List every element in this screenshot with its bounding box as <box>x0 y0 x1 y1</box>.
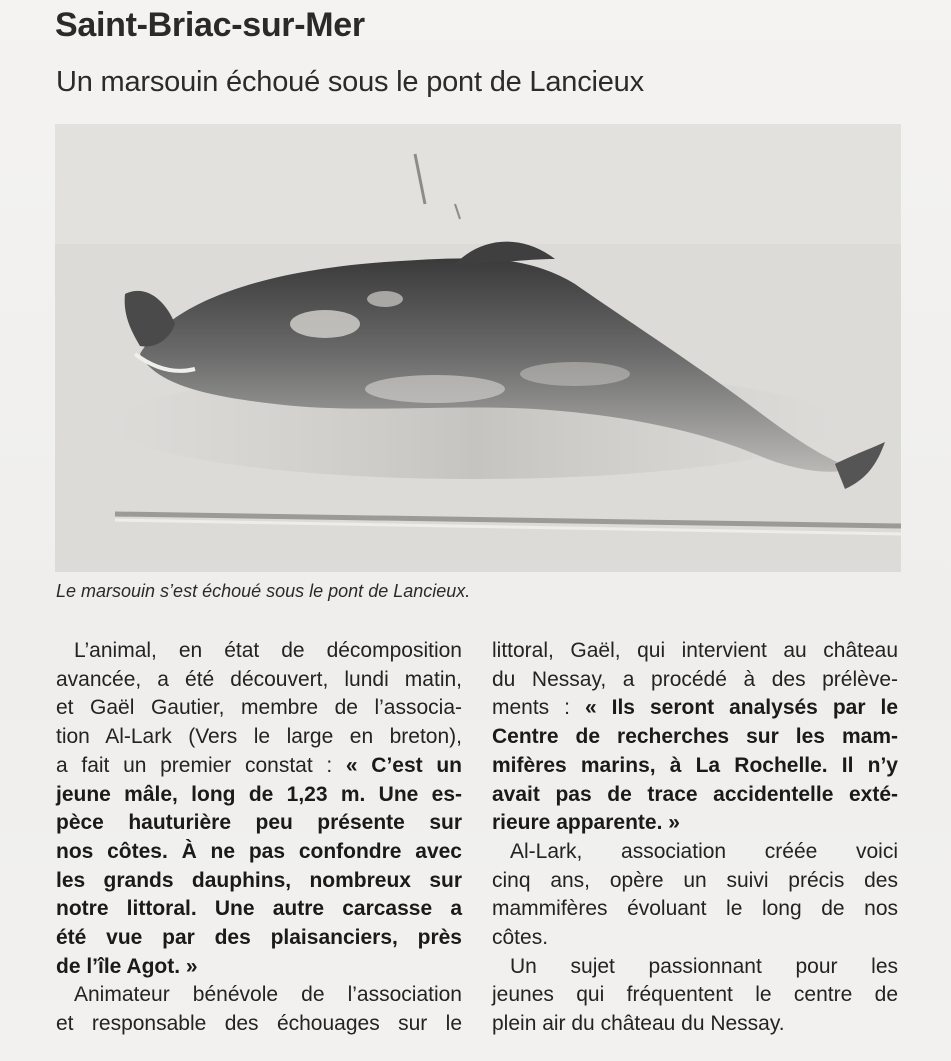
article-line <box>56 781 462 810</box>
article-line <box>56 809 462 838</box>
line-text: Un sujet passionnant pour les <box>510 954 898 978</box>
article-line <box>492 953 898 982</box>
article-line <box>492 1010 898 1039</box>
quote-text: jeune mâle, long de 1,23 m. Une es- <box>56 782 462 806</box>
article-line <box>56 953 462 982</box>
line-text: plein air du château du Nessay. <box>492 1012 785 1036</box>
article-column-left <box>56 637 462 1039</box>
article-line <box>56 666 462 695</box>
article-line <box>56 981 462 1010</box>
quote-text: été vue par des plaisanciers, près <box>56 926 462 950</box>
line-text: Al-Lark, association créée voici <box>510 839 898 863</box>
article-line <box>492 694 898 723</box>
quote-text: pèce hauturière peu présente sur <box>56 811 462 835</box>
article-line <box>56 1010 462 1039</box>
quote-text: rieure apparente. » <box>492 811 680 835</box>
article-line <box>492 666 898 695</box>
quote-text: les grands dauphins, nombreux sur <box>56 868 462 892</box>
porpoise-photo-illustration <box>55 124 901 572</box>
line-text: Animateur bénévole de l’association <box>74 983 462 1007</box>
quote-text: Centre de recherches sur les mam- <box>492 725 898 749</box>
line-text: jeunes qui fréquentent le centre de <box>492 983 898 1007</box>
article-headline: Un marsouin échoué sous le pont de Lancieux <box>56 66 644 98</box>
article-line <box>492 723 898 752</box>
article-line <box>492 809 898 838</box>
line-text: a fait un premier constat : <box>56 753 346 777</box>
article-line <box>56 694 462 723</box>
article-line <box>56 637 462 666</box>
line-text: mammifères évoluant le long de nos <box>492 897 898 921</box>
line-text: et Gaël Gautier, membre de l’associa- <box>56 696 462 720</box>
article-line <box>492 752 898 781</box>
article-line <box>492 838 898 867</box>
quote-text: mifères marins, à La Rochelle. Il n’y <box>492 753 898 777</box>
line-text: côtes. <box>492 926 549 950</box>
quote-text: nos côtes. À ne pas confondre avec <box>56 839 462 863</box>
photo-caption: Le marsouin s’est échoué sous le pont de Lancieux. <box>56 581 471 601</box>
quote-text: « C’est un <box>345 753 462 777</box>
line-text: et responsable des échouages sur le <box>56 1012 462 1036</box>
line-text: cinq ans, opère un suivi précis des <box>492 868 898 892</box>
article-line <box>56 752 462 781</box>
article-line <box>56 838 462 867</box>
article-line <box>492 895 898 924</box>
article-line <box>492 924 898 953</box>
article-line <box>492 637 898 666</box>
article-line <box>492 867 898 896</box>
line-text: avancée, a été découvert, lundi matin, <box>56 667 462 691</box>
quote-text: notre littoral. Une autre carcasse a <box>56 897 462 921</box>
article-line <box>56 723 462 752</box>
article-line <box>56 867 462 896</box>
article-line <box>56 924 462 953</box>
article-column-right <box>492 637 898 1039</box>
porpoise-photo <box>55 124 901 572</box>
article-line <box>56 895 462 924</box>
line-text: ments : <box>492 696 585 720</box>
article-line <box>492 981 898 1010</box>
line-text: littoral, Gaël, qui intervient au château <box>492 639 898 662</box>
line-text: L’animal, en état de décomposition <box>74 639 462 662</box>
quote-text: « Ils seront analysés par le <box>584 696 898 720</box>
line-text: du Nessay, a procédé à des prélève- <box>492 667 898 691</box>
section-kicker: Saint-Briac-sur-Mer <box>55 6 365 44</box>
quote-text: avait pas de trace accidentelle exté- <box>492 782 898 806</box>
quote-text: de l’île Agot. » <box>56 954 198 978</box>
article-line <box>492 781 898 810</box>
line-text: tion Al-Lark (Vers le large en breton), <box>56 725 462 749</box>
